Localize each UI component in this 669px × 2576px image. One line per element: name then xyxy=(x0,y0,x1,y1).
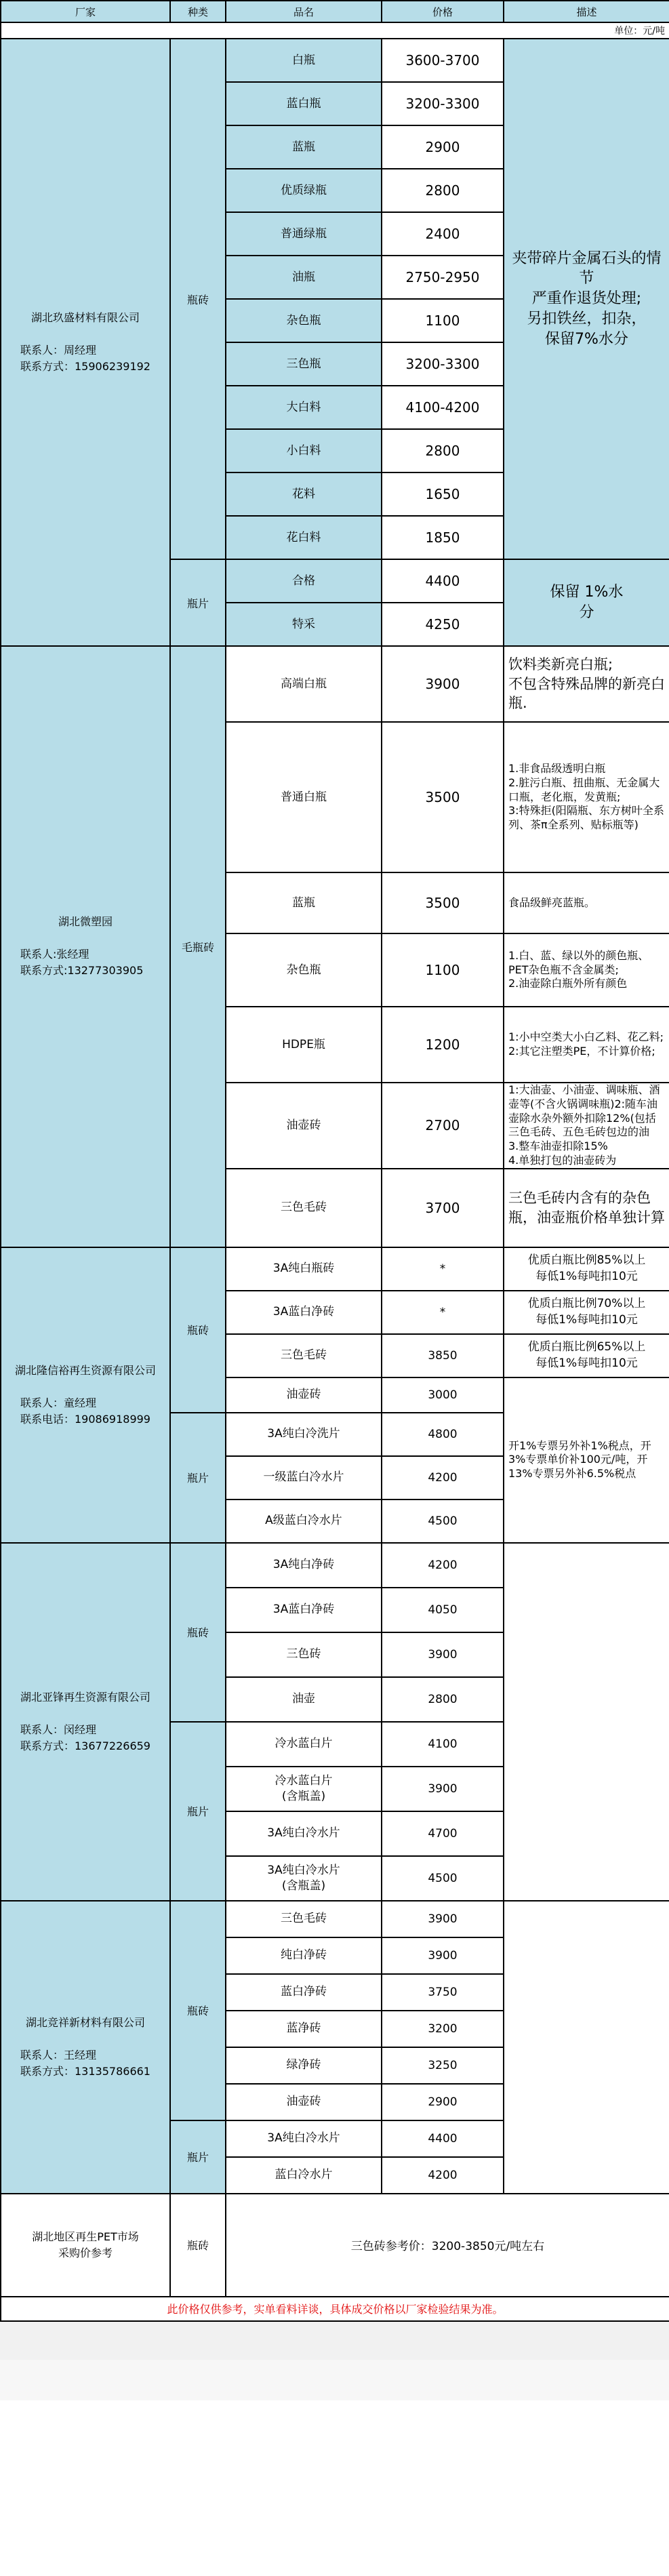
category-cell: 瓶片 xyxy=(170,559,226,646)
product-name: 杂色瓶 xyxy=(226,299,382,342)
product-name: 特采 xyxy=(226,603,382,646)
product-name: 三色毛砖 xyxy=(226,1334,382,1377)
product-name: 3A蓝白净砖 xyxy=(226,1291,382,1334)
product-name: 冷水蓝白片 xyxy=(226,1722,382,1767)
product-name: 油壶砖 xyxy=(226,1377,382,1413)
price-value: 2900 xyxy=(382,2084,504,2120)
price-value: 3500 xyxy=(382,872,504,933)
blank-area xyxy=(0,2322,669,2360)
product-name: 蓝白瓶 xyxy=(226,82,382,125)
product-name: 普通绿瓶 xyxy=(226,212,382,256)
product-name: 蓝瓶 xyxy=(226,125,382,169)
price-value: 3900 xyxy=(382,1767,504,1811)
vendor-contact: 联系人：王经理 xyxy=(20,2048,97,2061)
vendor-contact: 联系人：周经理 xyxy=(20,344,97,357)
product-name: 高端白瓶 xyxy=(226,646,382,722)
category-cell: 瓶片 xyxy=(170,2120,226,2194)
category-cell: 毛瓶砖 xyxy=(170,646,226,1247)
price-value: 1100 xyxy=(382,299,504,342)
product-name: 蓝瓶 xyxy=(226,872,382,933)
product-name: 3A纯白冷水片 xyxy=(226,2120,382,2157)
product-name: 油壶砖 xyxy=(226,1083,382,1169)
vendor-name: 湖北玖盛材料有限公司 xyxy=(31,311,140,324)
vendor-name: 湖北微塑园 xyxy=(58,915,113,929)
price-value: 3250 xyxy=(382,2047,504,2084)
table-row xyxy=(1,1901,669,1937)
header-price: 价格 xyxy=(382,1,504,22)
category-cell: 瓶片 xyxy=(170,1413,226,1543)
category-cell: 瓶砖 xyxy=(170,1901,226,2120)
vendor-phone: 联系方式：13677226659 xyxy=(20,1739,150,1752)
price-value: 1100 xyxy=(382,933,504,1007)
price-value: 3700 xyxy=(382,1169,504,1247)
price-value: * xyxy=(382,1291,504,1334)
price-value: 4250 xyxy=(382,603,504,646)
unit-label: 单位：元/吨 xyxy=(1,22,669,39)
category-cell: 瓶砖 xyxy=(170,39,226,559)
item-description: 优质白瓶比例70%以上 每低1%每吨扣10元 xyxy=(504,1291,669,1334)
price-value: 3900 xyxy=(382,1632,504,1677)
group-description: 保留 1%水 分 xyxy=(504,559,669,646)
product-name: 三色砖 xyxy=(226,1632,382,1677)
product-name: 3A纯白净砖 xyxy=(226,1543,382,1588)
product-name: 花白料 xyxy=(226,516,382,559)
product-name: 冷水蓝白片 (含瓶盖) xyxy=(226,1767,382,1811)
price-value: 4200 xyxy=(382,2157,504,2194)
product-name: 蓝白净砖 xyxy=(226,1974,382,2011)
price-value: 2400 xyxy=(382,212,504,256)
price-value: 4200 xyxy=(382,1543,504,1588)
description-empty xyxy=(504,1901,669,2194)
product-name: 优质绿瓶 xyxy=(226,169,382,212)
price-value: 3000 xyxy=(382,1377,504,1413)
vendor-info xyxy=(1,1247,170,1543)
item-description: 优质白瓶比例85%以上 每低1%每吨扣10元 xyxy=(504,1247,669,1291)
item-description: 食品级鲜亮蓝瓶。 xyxy=(504,872,669,933)
item-description: 三色毛砖内含有的杂色瓶，油壶瓶价格单独计算 xyxy=(504,1169,669,1247)
spacer xyxy=(5,930,165,946)
spacer xyxy=(5,1706,165,1722)
footer-row xyxy=(1,2297,669,2321)
product-name: 花料 xyxy=(226,472,382,516)
price-value: 2750-2950 xyxy=(382,256,504,299)
product-name: 小白料 xyxy=(226,429,382,472)
item-description: 1.非食品级透明白瓶 2.脏污白瓶、扭曲瓶、无金属大口瓶，老化瓶，发黄瓶; 3:特殊拒(阳隔瓶、东方树叶全系列、茶π全系列、贴标瓶等) xyxy=(504,722,669,872)
category-cell: 瓶砖 xyxy=(170,1247,226,1413)
category-cell: 瓶砖 xyxy=(170,1543,226,1722)
price-value: 2800 xyxy=(382,1677,504,1722)
product-name: 合格 xyxy=(226,559,382,603)
product-name: A级蓝白冷水片 xyxy=(226,1500,382,1543)
footer-note: 此价格仅供参考，实单看料详谈，具体成交价格以厂家检验结果为准。 xyxy=(1,2297,669,2321)
vendor-phone: 联系方式：15906239192 xyxy=(20,360,150,373)
item-description: 优质白瓶比例65%以上 每低1%每吨扣10元 xyxy=(504,1334,669,1377)
tax-note: 开1%专票另外补1%税点，开3%专票单价补100元/吨，开13%专票另外补6.5%税点 xyxy=(504,1377,669,1543)
price-value: 3750 xyxy=(382,1974,504,2011)
reference-region: 湖北地区再生PET市场 采购价参考 xyxy=(1,2194,170,2297)
price-value: 1850 xyxy=(382,516,504,559)
product-name: 油瓶 xyxy=(226,256,382,299)
product-name: 纯白净砖 xyxy=(226,1937,382,1974)
product-name: 三色毛砖 xyxy=(226,1901,382,1937)
product-name: 白瓶 xyxy=(226,39,382,82)
price-value: 3900 xyxy=(382,1901,504,1937)
spacer xyxy=(5,2031,165,2047)
price-value: 1650 xyxy=(382,472,504,516)
vendor-name: 湖北竞祥新材料有限公司 xyxy=(25,2015,145,2029)
product-name: 大白料 xyxy=(226,386,382,429)
reference-text: 三色砖参考价：3200-3850元/吨左右 xyxy=(226,2194,669,2297)
vendor-info xyxy=(1,1901,170,2194)
item-description: 1.白、蓝、绿以外的颜色瓶、PET杂色瓶不含金属类; 2.油壶除白瓶外所有颜色 xyxy=(504,933,669,1007)
price-value: 3200-3300 xyxy=(382,342,504,386)
product-name: 绿净砖 xyxy=(226,2047,382,2084)
header-category: 种类 xyxy=(170,1,226,22)
product-name: 三色瓶 xyxy=(226,342,382,386)
price-value: 4400 xyxy=(382,559,504,603)
product-name: 3A蓝白净砖 xyxy=(226,1588,382,1632)
spacer xyxy=(5,1379,165,1395)
price-value: * xyxy=(382,1247,504,1291)
price-value: 3600-3700 xyxy=(382,39,504,82)
price-value: 4050 xyxy=(382,1588,504,1632)
price-value: 3850 xyxy=(382,1334,504,1377)
product-name: HDPE瓶 xyxy=(226,1007,382,1083)
table-row xyxy=(1,1247,669,1291)
table-row xyxy=(1,646,669,722)
price-value: 3200-3300 xyxy=(382,82,504,125)
product-name: 3A纯白冷洗片 xyxy=(226,1413,382,1456)
vendor-info xyxy=(1,1543,170,1901)
product-name: 油壶砖 xyxy=(226,2084,382,2120)
price-value: 4400 xyxy=(382,2120,504,2157)
price-value: 4500 xyxy=(382,1500,504,1543)
vendor-info xyxy=(1,39,170,646)
table-row xyxy=(1,1543,669,1588)
item-description: 1:小中空类大小白乙料、花乙料; 2:其它注塑类PE，不计算价格; xyxy=(504,1007,669,1083)
product-name: 3A纯白冷水片 xyxy=(226,1811,382,1856)
price-value: 3900 xyxy=(382,646,504,722)
product-name: 蓝白冷水片 xyxy=(226,2157,382,2194)
product-name: 三色毛砖 xyxy=(226,1169,382,1247)
item-description: 饮料类新亮白瓶; 不包含特殊品牌的新亮白瓶. xyxy=(504,646,669,722)
reference-category: 瓶砖 xyxy=(170,2194,226,2297)
header-manufacturer: 厂家 xyxy=(1,1,170,22)
product-name: 3A纯白瓶砖 xyxy=(226,1247,382,1291)
product-name: 3A纯白冷水片 (含瓶盖) xyxy=(226,1856,382,1901)
vendor-phone: 联系方式：13135786661 xyxy=(20,2064,150,2078)
price-value: 3500 xyxy=(382,722,504,872)
blank-area-2 xyxy=(0,2360,669,2400)
spacer xyxy=(5,326,165,342)
price-value: 2900 xyxy=(382,125,504,169)
price-value: 2700 xyxy=(382,1083,504,1169)
vendor-contact: 联系人：闵经理 xyxy=(20,1723,97,1736)
price-value: 4800 xyxy=(382,1413,504,1456)
price-value: 3900 xyxy=(382,1937,504,1974)
vendor-name: 湖北隆信裕再生资源有限公司 xyxy=(14,1363,156,1377)
vendor-contact: 联系人：童经理 xyxy=(20,1396,97,1409)
header-description: 描述 xyxy=(504,1,669,22)
vendor-name: 湖北亚锋再生资源有限公司 xyxy=(20,1690,150,1704)
vendor-phone: 联系方式:13277303905 xyxy=(20,964,144,978)
group-description: 夹带碎片金属石头的情节 严重作退货处理; 另扣铁丝，扣杂， 保留7%水分 xyxy=(504,39,669,559)
price-value: 4100 xyxy=(382,1722,504,1767)
table-row xyxy=(1,2194,669,2297)
vendor-info xyxy=(1,646,170,1247)
item-description: 1:大油壶、小油壶、调味瓶、酒壶等(不含火锅调味瓶)2:随车油壶除水杂外额外扣除12%(包括三色毛砖、五色毛砖包边的油 3.整车油壶扣除15% 4.单独打包的油壶砖为 xyxy=(504,1083,669,1169)
price-value: 1200 xyxy=(382,1007,504,1083)
header-product: 品名 xyxy=(226,1,382,22)
product-name: 一级蓝白冷水片 xyxy=(226,1456,382,1500)
price-value: 4700 xyxy=(382,1811,504,1856)
price-value: 2800 xyxy=(382,429,504,472)
table-row xyxy=(1,39,669,82)
price-value: 4500 xyxy=(382,1856,504,1901)
product-name: 油壶 xyxy=(226,1677,382,1722)
vendor-contact: 联系人:张经理 xyxy=(20,948,89,961)
price-value: 2800 xyxy=(382,169,504,212)
price-value: 3200 xyxy=(382,2011,504,2047)
product-name: 杂色瓶 xyxy=(226,933,382,1007)
category-cell: 瓶片 xyxy=(170,1722,226,1901)
price-value: 4200 xyxy=(382,1456,504,1500)
vendor-phone: 联系电话：19086918999 xyxy=(20,1412,150,1426)
product-name: 普通白瓶 xyxy=(226,722,382,872)
price-value: 4100-4200 xyxy=(382,386,504,429)
description-empty xyxy=(504,1543,669,1901)
product-name: 蓝净砖 xyxy=(226,2011,382,2047)
